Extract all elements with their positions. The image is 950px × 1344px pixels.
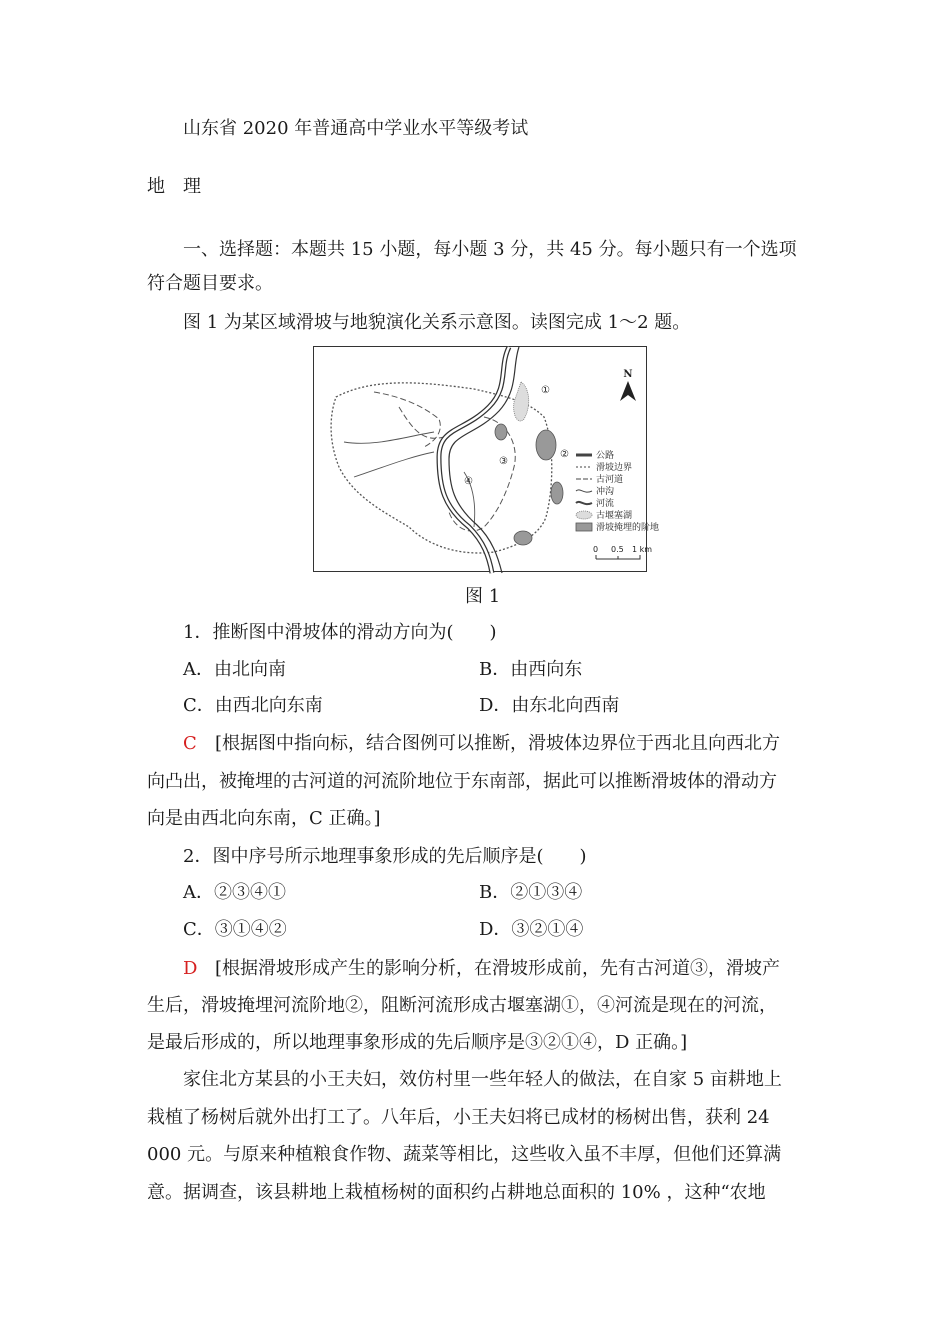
legend-gully: 冲沟 — [596, 487, 615, 497]
q2-option-a: A．②③④① — [183, 882, 286, 903]
q1-stem: 1．推断图中滑坡体的滑动方向为( ) — [183, 622, 497, 643]
legend-road: 公路 — [596, 451, 615, 461]
q2-option-b: B．②①③④ — [479, 882, 583, 903]
passage-line4: 意。据调查，该县耕地上栽植杨树的面积约占耕地总面积的 10% ，这种“农地 — [147, 1182, 766, 1203]
q2-stem: 2．图中序号所示地理事象形成的先后顺序是( ) — [183, 846, 587, 867]
marker-1: ① — [541, 385, 550, 396]
exam-title: 山东省 2020 年普通高中学业水平等级考试 — [183, 118, 529, 139]
q1-option-a: A．由北向南 — [183, 659, 286, 680]
q2-explanation-1: [根据滑坡形成产生的影响分析，在滑坡形成前，先有古河道③，滑坡产 — [215, 958, 781, 979]
passage-line3: 000 元。与原来种植粮食作物、蔬菜等相比，这些收入虽不丰厚，但他们还算满 — [147, 1144, 782, 1165]
scale-1km: 1 km — [632, 545, 653, 554]
q1-explanation-3: 向是由西北向东南，C 正确。] — [147, 808, 381, 829]
landslide-map-figure — [313, 346, 660, 572]
marker-4: ④ — [464, 476, 473, 487]
figure-intro: 图 1 为某区域滑坡与地貌演化关系示意图。读图完成 1～2 题。 — [183, 312, 691, 333]
passage-line2: 栽植了杨树后就外出打工了。八年后，小王夫妇将已成材的杨树出售，获利 24 — [147, 1107, 770, 1128]
passage-line1: 家住北方某县的小王夫妇，效仿村里一些年轻人的做法，在自家 5 亩耕地上 — [183, 1069, 782, 1090]
scale-05: 0.5 — [611, 545, 624, 554]
buried-terrace — [536, 430, 556, 460]
q1-option-b: B．由西向东 — [479, 659, 583, 680]
section-intro-line2: 符合题目要求。 — [147, 273, 273, 294]
q1-option-d: D．由东北向西南 — [479, 695, 620, 716]
scale-bar — [596, 555, 640, 559]
gully — [344, 432, 434, 443]
paleo-lake — [514, 382, 529, 421]
q2-answer: D — [183, 958, 198, 979]
legend-boundary: 滑坡边界 — [596, 463, 633, 473]
q1-answer: C — [183, 733, 197, 754]
subject-heading: 地 理 — [147, 176, 201, 197]
legend-river: 河流 — [596, 499, 615, 509]
marker-3: ③ — [499, 456, 508, 467]
scale-0: 0 — [593, 545, 599, 554]
north-label: N — [623, 369, 633, 380]
q2-option-c: C．③①④② — [183, 919, 287, 940]
q2-explanation-3: 是最后形成的，所以地理事象形成的先后顺序是③②①④，D 正确。] — [147, 1032, 688, 1053]
legend-lake: 古堰塞湖 — [596, 511, 633, 521]
q1-explanation-1: [根据图中指向标，结合图例可以推断，滑坡体边界位于西北且向西北方 — [215, 733, 781, 754]
q1-option-c: C．由西北向东南 — [183, 695, 323, 716]
q2-explanation-2: 生后，滑坡掩埋河流阶地②，阻断河流形成古堰塞湖①，④河流是现在的河流， — [147, 995, 777, 1016]
q2-option-d: D．③②①④ — [479, 919, 584, 940]
north-arrow-icon — [620, 381, 636, 401]
q1-explanation-2: 向凸出，被掩埋的古河道的河流阶地位于东南部，据此可以推断滑坡体的滑动方 — [147, 771, 777, 792]
legend-terrace: 滑坡掩埋的阶地 — [596, 523, 660, 533]
marker-2: ② — [560, 449, 569, 460]
figure-caption: 图 1 — [465, 586, 501, 607]
section-intro-line1: 一、选择题：本题共 15 小题，每小题 3 分，共 45 分。每小题只有一个选项 — [183, 239, 797, 260]
legend-ancient-channel: 古河道 — [596, 475, 624, 485]
